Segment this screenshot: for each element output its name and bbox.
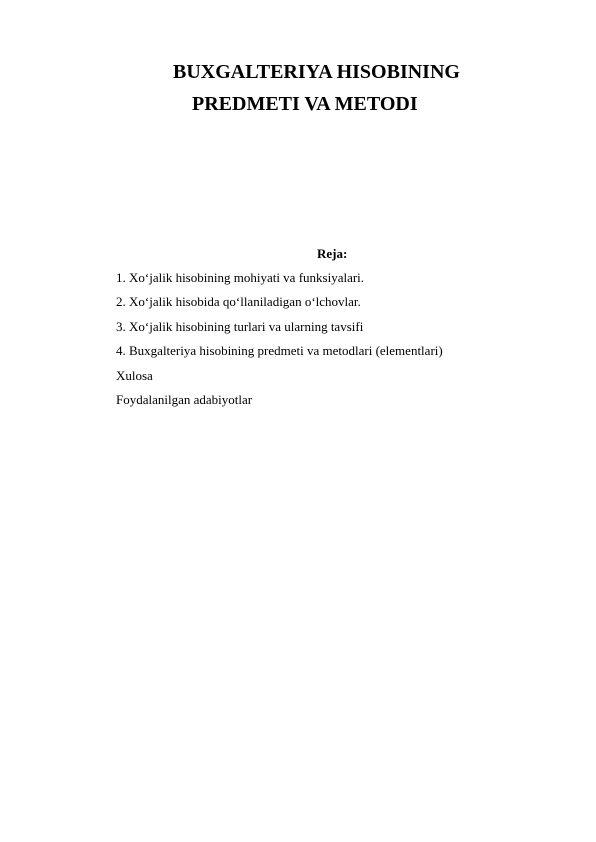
- document-title-line-1: BUXGALTERIYA HISOBINING: [173, 61, 460, 83]
- plan-item: Foydalanilgan adabiyotlar: [116, 391, 253, 407]
- plan-list: [116, 270, 443, 416]
- document-title-line-2: PREDMETI VA METODI: [192, 93, 418, 115]
- plan-item: 4. Buxgalteriya hisobining predmeti va metodlari (elementlari): [116, 343, 443, 359]
- plan-item: 3. Xo‘jalik hisobining turlari va ularning tavsifi: [116, 318, 364, 334]
- plan-item: 2. Xo‘jalik hisobida qo‘llaniladigan o‘lchovlar.: [116, 294, 361, 310]
- plan-item: 1. Xo‘jalik hisobining mohiyati va funksiyalari.: [116, 270, 365, 285]
- plan-heading: Reja:: [317, 246, 348, 261]
- plan-item: Xulosa: [116, 367, 153, 383]
